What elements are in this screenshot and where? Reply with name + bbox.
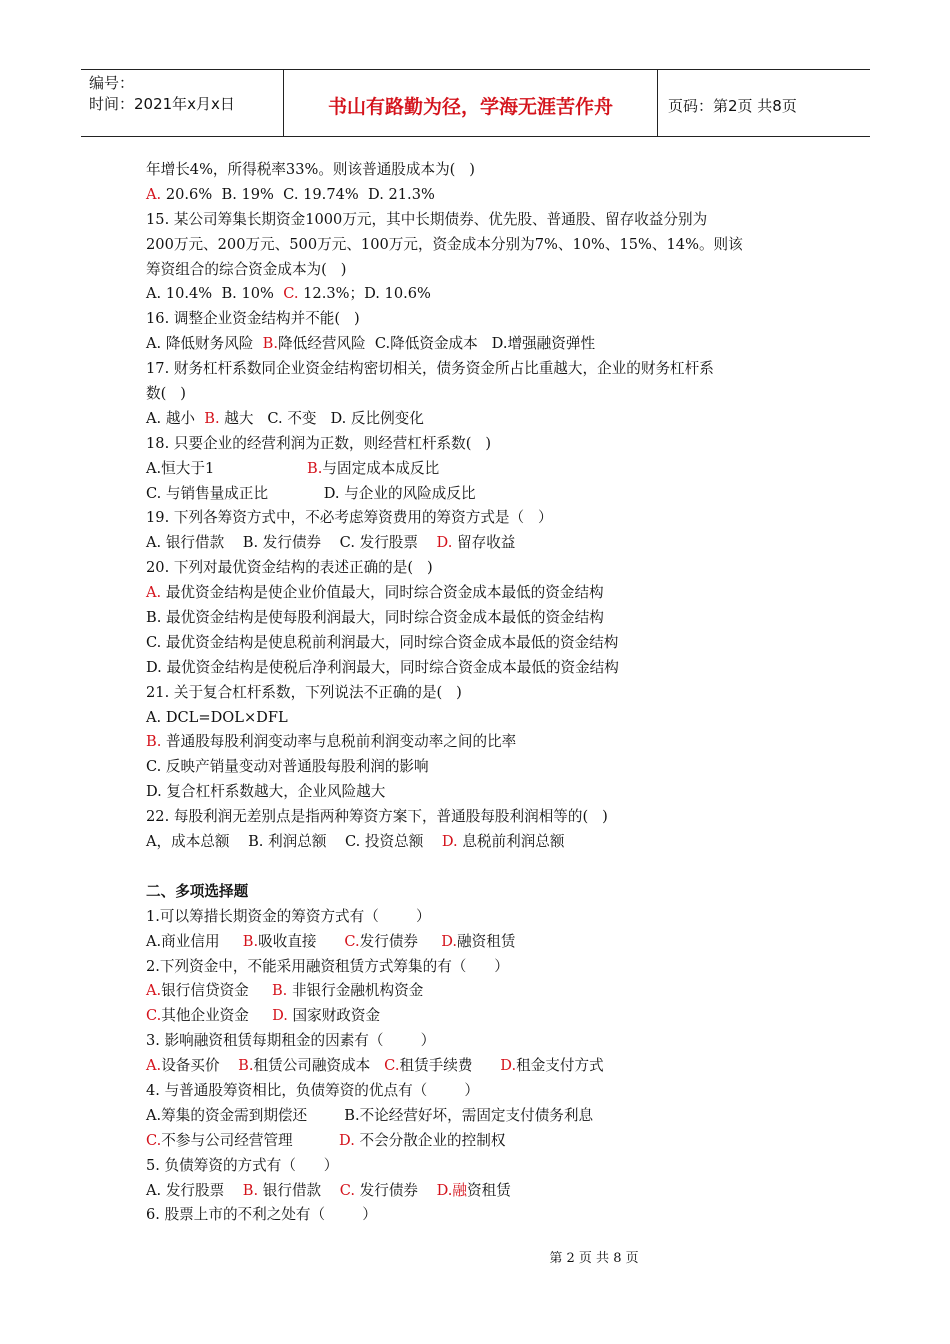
text-segment: C. 最优资金结构是使息税前利润最大，同时综合资金成本最低的资金结构	[146, 633, 619, 651]
text-segment: A，成本总额 B. 利润总额 C. 投资总额	[146, 833, 442, 851]
text-segment: A. 银行借款 B. 发行债券 C. 发行股票	[146, 534, 437, 552]
text-segment: 200万元、200万元、500万元、100万元，资金成本分别为7%、10%、15%、14%。则该	[146, 235, 743, 253]
text-segment: A. 发行股票	[146, 1181, 243, 1199]
answer-marker: B.	[271, 982, 288, 1000]
text-segment: A.恒大于1	[146, 459, 308, 477]
text-segment: 12.3%；D. 10.6%	[298, 285, 431, 303]
text-segment: 3. 影响融资租赁每期租金的因素有（ ）	[146, 1032, 436, 1050]
text-line	[146, 531, 826, 556]
text-line	[146, 755, 826, 780]
text-line	[146, 1054, 826, 1079]
text-line	[146, 556, 826, 581]
text-segment: 银行借款	[258, 1181, 340, 1199]
text-line	[146, 905, 826, 930]
answer-marker: B.	[242, 1181, 259, 1199]
text-line	[146, 681, 826, 706]
answer-marker: D.	[441, 833, 458, 851]
text-segment: 融资租赁	[457, 932, 516, 950]
section-heading	[146, 880, 826, 905]
text-line	[146, 1104, 826, 1129]
document-body	[146, 158, 826, 1228]
text-line	[146, 1079, 826, 1104]
answer-marker: A.	[146, 982, 162, 1000]
text-line	[146, 208, 826, 233]
answer-marker: C.	[283, 285, 299, 303]
answer-marker: A.	[146, 1057, 162, 1075]
text-line	[146, 955, 826, 980]
answer-marker: D.	[272, 1007, 288, 1025]
text-line	[146, 730, 826, 755]
text-segment: 资租赁	[467, 1181, 511, 1199]
text-line	[146, 407, 826, 432]
answer-marker: C.	[384, 1057, 400, 1075]
text-segment: 二、多项选择题	[146, 882, 249, 900]
text-segment: 越大 C. 不变 D. 反比例变化	[219, 409, 424, 427]
text-segment: 与固定成本成反比	[322, 459, 440, 477]
text-segment: 15. 某公司筹集长期资金1000万元，其中长期债券、优先股、普通股、留存收益分别为	[146, 210, 708, 228]
text-line	[146, 581, 826, 606]
answer-marker: D.	[500, 1057, 517, 1075]
text-line	[146, 382, 826, 407]
text-line	[146, 1129, 826, 1154]
text-segment: A.筹集的资金需到期偿还 B.不论经营好坏，需固定支付债务利息	[146, 1106, 594, 1124]
text-segment: 吸收直接	[258, 932, 345, 950]
text-line	[146, 282, 826, 307]
text-line	[146, 780, 826, 805]
text-segment: 17. 财务杠杆系数同企业资金结构密切相关，债务资金所占比重越大，企业的财务杠杆系	[146, 360, 714, 378]
text-line	[146, 930, 826, 955]
text-line	[146, 506, 826, 531]
answer-marker: D.	[436, 1181, 453, 1199]
header-motto: 书山有路勤为径，学海无涯苦作舟	[284, 70, 658, 136]
answer-marker: B.	[242, 932, 259, 950]
text-segment: 20.6% B. 19% C. 19.74% D. 21.3%	[161, 185, 435, 203]
document-number-label: 编号：	[89, 74, 135, 92]
text-line	[146, 332, 826, 357]
text-line	[146, 805, 826, 830]
text-segment: 银行信贷资金	[161, 982, 272, 1000]
text-line	[146, 1203, 826, 1228]
page-footer: 第 2 页 共 8 页	[549, 1251, 639, 1266]
text-segment: 息税前利润总额	[457, 833, 565, 851]
document-date: 时间：2021年x月x日	[89, 95, 235, 113]
text-segment: 非银行金融机构资金	[287, 982, 424, 1000]
answer-marker: 融	[452, 1181, 468, 1199]
text-segment: 19. 下列各筹资方式中，不必考虑筹资费用的筹资方式是（ ）	[146, 509, 553, 527]
text-segment: 设备买价	[161, 1057, 239, 1075]
text-segment: 数( )	[146, 385, 186, 403]
text-segment: 最优资金结构是使企业价值最大，同时综合资金成本最低的资金结构	[161, 584, 604, 602]
text-segment: 降低经营风险 C.降低资金成本 D.增强融资弹性	[278, 335, 596, 353]
answer-marker: B.	[262, 335, 279, 353]
answer-marker: D.	[339, 1131, 355, 1149]
page-header	[81, 69, 870, 137]
text-line	[146, 1154, 826, 1179]
text-line	[146, 183, 826, 208]
text-segment: 16. 调整企业资金结构并不能( )	[146, 310, 360, 328]
header-page-info: 页码：第2页 共8页	[668, 96, 797, 115]
text-line	[146, 979, 826, 1004]
answer-marker: C.	[339, 1181, 355, 1199]
text-segment: C. 与销售量成正比 D. 与企业的风险成反比	[146, 484, 476, 502]
text-segment: D. 最优资金结构是使税后净利润最大，同时综合资金成本最低的资金结构	[146, 658, 619, 676]
text-segment: D. 复合杠杆系数越大，企业风险越大	[146, 783, 386, 801]
answer-marker: C.	[344, 932, 360, 950]
text-segment: 20. 下列对最优资金结构的表述正确的是( )	[146, 559, 433, 577]
text-segment: A. 降低财务风险	[146, 335, 263, 353]
text-segment: 年增长4%，所得税率33%。则该普通股成本为( )	[146, 161, 475, 178]
answer-marker: A.	[146, 584, 162, 602]
text-line	[146, 830, 826, 855]
text-segment: B. 最优资金结构是使每股利润最大，同时综合资金成本最低的资金结构	[146, 609, 604, 627]
text-line	[146, 158, 826, 183]
answer-marker: B.	[307, 459, 323, 477]
answer-marker: D.	[441, 932, 458, 950]
answer-marker: B.	[146, 733, 162, 751]
answer-marker: D.	[436, 534, 453, 552]
text-segment: 5. 负债筹资的方式有（ ）	[146, 1156, 339, 1174]
text-line	[146, 258, 826, 283]
answer-marker: A.	[146, 185, 162, 203]
answer-marker: B.	[238, 1057, 254, 1075]
text-segment: C. 反映产销量变动对普通股每股利润的影响	[146, 758, 429, 776]
text-segment: A.商业信用	[146, 932, 243, 950]
text-line	[146, 656, 826, 681]
text-segment: 发行债券	[355, 1181, 437, 1199]
text-segment: 租赁手续费	[399, 1057, 501, 1075]
header-meta	[81, 70, 284, 136]
answer-marker: C.	[146, 1131, 162, 1149]
text-line	[146, 1179, 826, 1204]
text-segment: 筹资组合的综合资金成本为( )	[146, 260, 347, 278]
text-segment: 发行债券	[359, 932, 442, 950]
text-segment: 其他企业资金	[161, 1007, 273, 1025]
text-line	[146, 1004, 826, 1029]
text-segment: 1.可以筹措长期资金的筹资方式有（ ）	[146, 907, 431, 925]
text-segment: A. 越小	[146, 409, 205, 427]
text-segment: 留存收益	[452, 534, 516, 552]
text-line	[146, 606, 826, 631]
text-segment: 6. 股票上市的不利之处有（ ）	[146, 1206, 377, 1224]
text-line	[146, 482, 826, 507]
text-segment: 不会分散企业的控制权	[354, 1131, 506, 1149]
text-line	[146, 432, 826, 457]
text-segment: 国家财政资金	[287, 1007, 381, 1025]
text-segment: A. 10.4% B. 10%	[146, 285, 284, 303]
text-line	[146, 307, 826, 332]
text-segment: 租金支付方式	[516, 1057, 604, 1075]
text-segment: 4. 与普通股筹资相比，负债筹资的优点有（ ）	[146, 1081, 479, 1099]
text-line	[146, 357, 826, 382]
text-segment: 普通股每股利润变动率与息税前利润变动率之间的比率	[161, 733, 517, 751]
text-line	[146, 457, 826, 482]
text-segment: 不参与公司经营管理	[161, 1131, 340, 1149]
blank-line	[146, 855, 826, 880]
text-segment: A. DCL=DOL×DFL	[146, 708, 288, 726]
text-line	[146, 1029, 826, 1054]
text-segment: 2.下列资金中，不能采用融资租赁方式筹集的有（ ）	[146, 957, 509, 975]
text-line	[146, 706, 826, 731]
answer-marker: B.	[204, 409, 220, 427]
text-line	[146, 631, 826, 656]
text-segment: 21. 关于复合杠杆系数，下列说法不正确的是( )	[146, 683, 462, 701]
answer-marker: C.	[146, 1007, 162, 1025]
text-segment: 18. 只要企业的经营利润为正数，则经营杠杆系数( )	[146, 434, 492, 452]
text-segment: 22. 每股利润无差别点是指两种筹资方案下，普通股每股利润相等的( )	[146, 808, 608, 826]
text-segment: 租赁公司融资成本	[253, 1057, 385, 1075]
text-line	[146, 233, 826, 258]
